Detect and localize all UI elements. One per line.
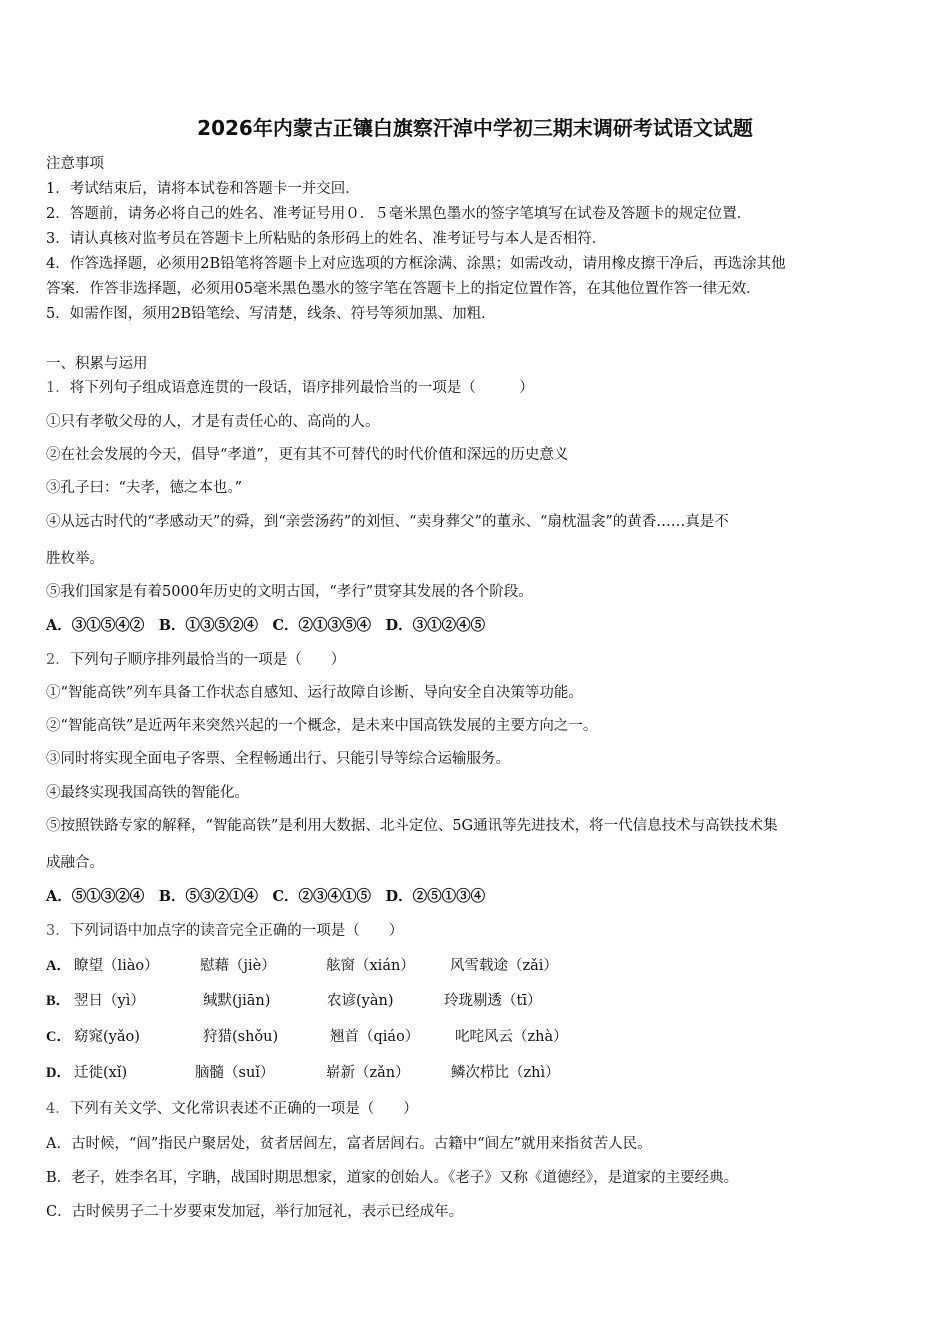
q1-sentence-4: ④从远古时代的“孝感动天”的舜，到“亲尝汤药”的刘恒、“卖身葬父”的董永、“扇枕温衾”的黄香……真是不 — [46, 514, 729, 530]
q1-sentence-2: ②在社会发展的今天，倡导“孝道”，更有其不可替代的时代价值和深远的历史意义 — [46, 447, 569, 463]
q2-options: A．⑤①③②④ B．⑤③②①④ C．②③④①⑤ D．②⑤①③④ — [46, 888, 486, 905]
option-label: C． — [46, 1029, 71, 1045]
q2-sentence-3: ③同时将实现全面电子客票、全程畅通出行、只能引导等综合运输服务。 — [46, 751, 510, 767]
option-word: 风雪载途（zǎi） — [450, 958, 558, 974]
question-1-stem — [46, 376, 534, 397]
option-label: A． — [46, 958, 71, 974]
question-text: 下列有关文学、文化常识表述不正确的一项是（ ） — [69, 1101, 418, 1117]
q3-option-d — [46, 1061, 560, 1082]
q1-sentence-5: ⑤我们国家是有着5000年历史的文明古国，“孝行”贯穿其发展的各个阶段。 — [46, 584, 533, 600]
option-word: 农谚(yàn) — [327, 993, 394, 1009]
option-word: 慰藉（jiè） — [200, 958, 276, 974]
question-number: 4． — [46, 1101, 70, 1117]
question-number: 2． — [46, 652, 70, 668]
question-text: 下列词语中加点字的读音完全正确的一项是（ ） — [69, 923, 404, 939]
option-word: 鳞次栉比（zhì） — [451, 1065, 560, 1081]
option-word: 舷窗（xián） — [326, 958, 415, 974]
q2-sentence-2: ②“智能高铁”是近两年来突然兴起的一个概念，是未来中国高铁发展的主要方向之一。 — [46, 718, 598, 734]
option-word: 崭新（zǎn） — [326, 1065, 410, 1081]
option-word: 狩猎(shǒu) — [203, 1029, 279, 1045]
option-word: 翌日（yì） — [74, 993, 145, 1009]
q4-option-c: C．古时候男子二十岁要束发加冠，举行加冠礼，表示已经成年。 — [46, 1204, 464, 1220]
notice-item-5: 5．如需作图，须用2B铅笔绘、写清楚，线条、符号等须加黑、加粗． — [46, 306, 496, 322]
q2-sentence-5-cont: 成融合。 — [46, 855, 104, 871]
page-title: 2026年内蒙古正镶白旗察汗淖中学初三期末调研考试语文试题 — [197, 116, 753, 140]
q1-sentence-3: ③孔子曰：“夫孝，德之本也。” — [46, 480, 243, 496]
q3-option-c — [46, 1025, 568, 1046]
notice-item-4: 4．作答选择题，必须用2B铅笔将答题卡上对应选项的方框涂满、涂黑；如需改动，请用橡皮擦干净后，再选涂其他 — [46, 256, 786, 272]
notice-item-3: 3．请认真核对监考员在答题卡上所粘贴的条形码上的姓名、准考证号与本人是否相符． — [46, 231, 607, 247]
q4-option-a: A．古时候，“闾”指民户聚居处，贫者居闾左，富者居闾右。古籍中“闾左”就用来指贫苦人民。 — [46, 1136, 652, 1152]
option-label: B． — [46, 993, 71, 1009]
question-number: 3． — [46, 923, 70, 939]
notice-heading: 注意事项 — [46, 156, 104, 172]
q2-sentence-1: ①“智能高铁”列车具备工作状态自感知、运行故障自诊断、导向安全自决策等功能。 — [46, 685, 583, 701]
option-word: 迁徙(xǐ) — [74, 1065, 128, 1081]
q1-sentence-1: ①只有孝敬父母的人，才是有责任心的、高尚的人。 — [46, 414, 380, 430]
option-word: 叱咤风云（zhà） — [455, 1029, 568, 1045]
q2-sentence-5: ⑤按照铁路专家的解释，“智能高铁”是利用大数据、北斗定位、5G通讯等先进技术，将一代信息技术与高铁技术集 — [46, 818, 778, 834]
question-3-stem — [46, 919, 403, 940]
option-label: D． — [46, 1065, 71, 1081]
option-word: 缄默(jiān) — [203, 993, 271, 1009]
q1-sentence-4-cont: 胜枚举。 — [46, 551, 104, 567]
question-4-stem — [46, 1097, 418, 1118]
q1-options: A．③①⑤④② B．①③⑤②④ C．②①③⑤④ D．③①②④⑤ — [46, 617, 486, 634]
option-word: 瞭望（liào） — [74, 958, 159, 974]
question-text: 将下列句子组成语意连贯的一段话，语序排列最恰当的一项是（ ） — [69, 380, 534, 396]
q4-option-b: B．老子，姓李名耳，字聃，战国时期思想家，道家的创始人。《老子》又称《道德经》，是道家的主要经典。 — [46, 1170, 739, 1186]
q3-option-b — [46, 989, 541, 1010]
notice-item-4-cont: 答案．作答非选择题，必须用05毫米黑色墨水的签字笔在答题卡上的指定位置作答，在其他位置作答一律无效． — [46, 281, 761, 297]
notice-item-2: 2．答题前，请务必将自己的姓名、准考证号用０．５毫米黑色墨水的签字笔填写在试卷及答题卡的规定位置． — [46, 206, 752, 222]
question-number: 1． — [46, 380, 70, 396]
section-heading: 一、积累与运用 — [46, 356, 148, 372]
notice-item-1: 1．考试结束后，请将本试卷和答题卡一并交回． — [46, 181, 360, 197]
option-word: 脑髓（suǐ） — [195, 1065, 275, 1081]
q3-option-a — [46, 954, 558, 975]
question-text: 下列句子顺序排列最恰当的一项是（ ） — [69, 652, 346, 668]
question-2-stem — [46, 648, 345, 669]
q2-sentence-4: ④最终实现我国高铁的智能化。 — [46, 785, 249, 801]
option-word: 玲珑剔透（tī） — [444, 993, 542, 1009]
option-word: 窈窕(yǎo) — [74, 1029, 140, 1045]
option-word: 翘首（qiáo） — [330, 1029, 420, 1045]
